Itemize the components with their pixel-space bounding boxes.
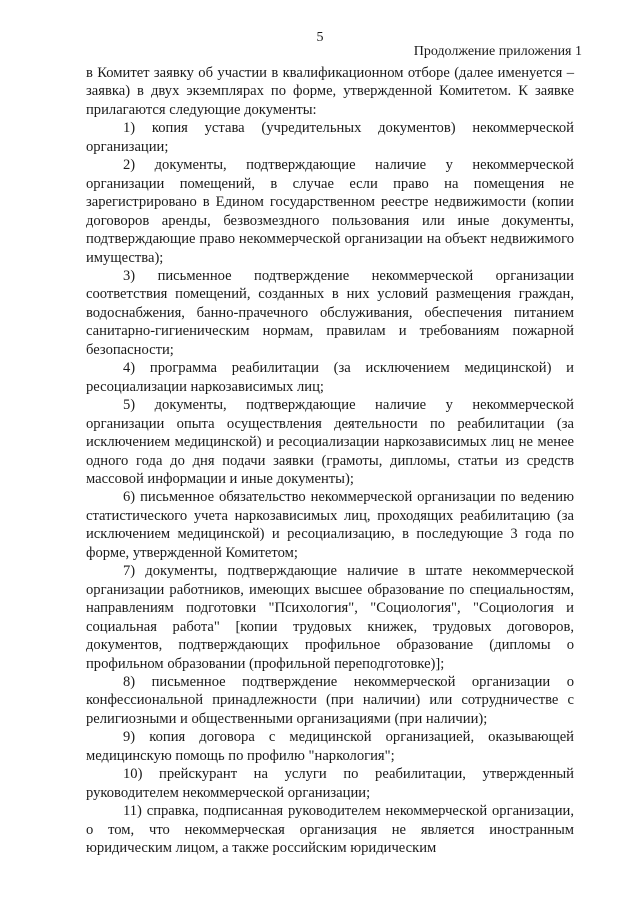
- document-body: [86, 64, 574, 857]
- intro-paragraph: в Комитет заявку об участии в квалификационном отборе (далее именуется – заявка) в двух экземплярах по форме, утвержденной Комитетом. К заявке прилагаются следующие документы:: [86, 65, 574, 118]
- list-item-9: 9) копия договора с медицинской организацией, оказывающей медицинскую помощь по профилю "наркология";: [86, 729, 574, 764]
- list-item-1: 1) копия устава (учредительных документов) некоммерческой организации;: [86, 120, 574, 155]
- list-item-7: 7) документы, подтверждающие наличие в штате некоммерческой организации работников, имеющих высшее образование по специальностям, направлениям подготовки "Психология", "Социология", "Социология и социальная работа" [копии трудовых книжек, трудовых договоров, документов, подтверждающих профильное образование (дипломы о профильном образовании (профильной переподготовке)];: [86, 563, 574, 672]
- list-item-4: 4) программа реабилитации (за исключением медицинской) и ресоциализации наркозависимых лиц;: [86, 360, 574, 395]
- list-item-5: 5) документы, подтверждающие наличие у некоммерческой организации опыта осуществления деятельности по реабилитации (за исключением медицинской) и ресоциализации наркозависимых лиц не менее одного года до дня подачи заявки (грамоты, дипломы, статьи из средств массовой информации и иные документы);: [86, 397, 574, 487]
- list-item-2: 2) документы, подтверждающие наличие у некоммерческой организации помещений, в случае если право на помещения не зарегистрировано в Едином государственном реестре недвижимости (копии договоров аренды, безвозмездного пользования или иные документы, подтверждающие право некоммерческой организации на объект недвижимого имущества);: [86, 157, 574, 266]
- page-number: 5: [316, 30, 324, 45]
- appendix-continuation-label: Продолжение приложения 1: [413, 44, 582, 59]
- list-item-6: 6) письменное обязательство некоммерческой организации по ведению статистического учета наркозависимых лиц, проходящих реабилитацию (за исключением медицинской) и ресоциализацию, в последующие 3 года по форме, утвержденной Комитетом;: [86, 489, 574, 561]
- list-item-3: 3) письменное подтверждение некоммерческой организации соответствия помещений, созданных в них условий размещения граждан, водоснабжения, банно-прачечного обслуживания, обеспечения питанием санитарно-гигиеническим нормам, правилам и требованиям пожарной безопасности;: [86, 267, 574, 358]
- list-item-11: 11) справка, подписанная руководителем некоммерческой организации, о том, что некоммерческая организация не является иностранным юридическим лицом, а также российским юридическим: [86, 803, 574, 857]
- list-item-10: 10) прейскурант на услуги по реабилитации, утвержденный руководителем некоммерческой организации;: [86, 766, 574, 801]
- list-item-8: 8) письменное подтверждение некоммерческой организации о конфессиональной принадлежности (при наличии) или сотрудничестве с религиозными и общественными организациями (при наличии);: [86, 673, 574, 727]
